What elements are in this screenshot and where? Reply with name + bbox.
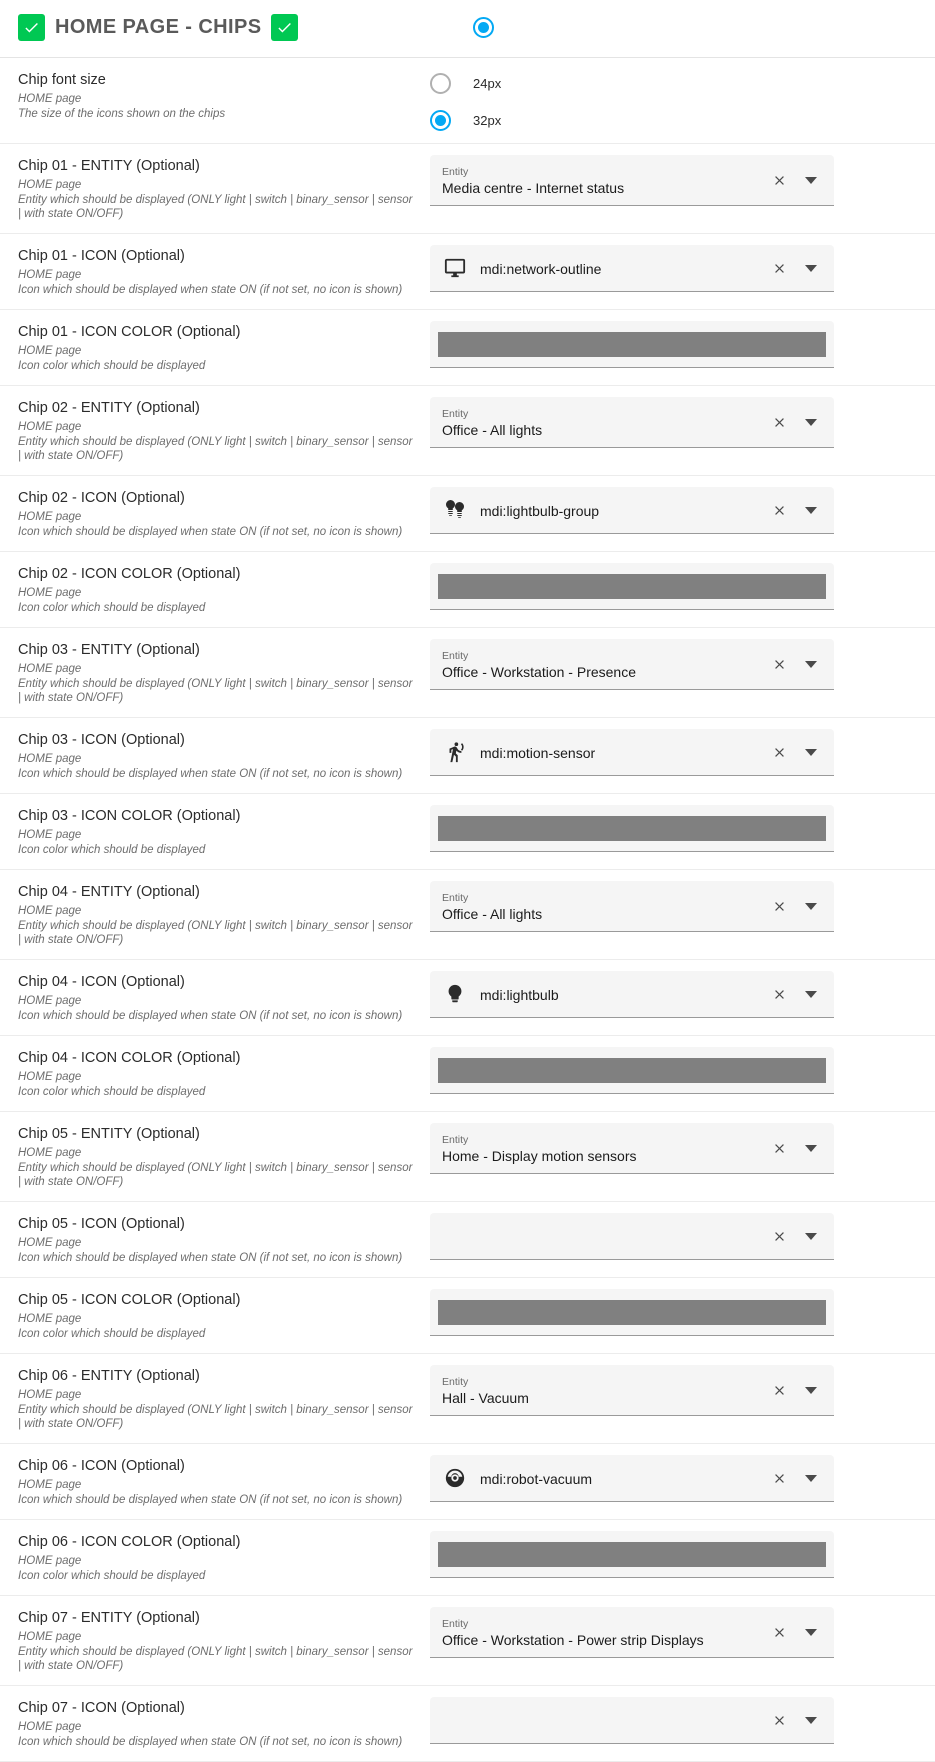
field-actions bbox=[764, 253, 830, 283]
setting-title: Chip 06 - ENTITY (Optional) bbox=[18, 1368, 200, 1384]
clear-icon[interactable] bbox=[764, 1375, 794, 1405]
color-swatch[interactable] bbox=[438, 1542, 826, 1567]
icon-picker-field[interactable] bbox=[430, 729, 834, 776]
setting-title: Chip 07 - ENTITY (Optional) bbox=[18, 1610, 200, 1626]
settings-row bbox=[0, 960, 935, 1036]
setting-title: Chip 04 - ICON COLOR (Optional) bbox=[18, 1050, 241, 1066]
row-control-block bbox=[430, 1047, 935, 1094]
row-label-block bbox=[0, 1213, 430, 1265]
radio-option-32px[interactable] bbox=[430, 110, 921, 131]
chevron-down-icon[interactable] bbox=[796, 495, 826, 525]
field-content[interactable] bbox=[442, 971, 764, 1017]
row-control-block bbox=[430, 1607, 935, 1658]
entity-picker-field[interactable] bbox=[430, 881, 834, 932]
setting-page: HOME page bbox=[18, 1555, 82, 1567]
setting-page: HOME page bbox=[18, 269, 82, 281]
field-content[interactable] bbox=[442, 245, 764, 291]
settings-row bbox=[0, 1202, 935, 1278]
setting-description: Icon which should be displayed when state ON (if not set, no icon is shown) bbox=[18, 768, 403, 780]
setting-page: HOME page bbox=[18, 345, 82, 357]
icon-picker-field[interactable] bbox=[430, 1455, 834, 1502]
settings-row bbox=[0, 718, 935, 794]
setting-page: HOME page bbox=[18, 1071, 82, 1083]
entity-picker-field[interactable] bbox=[430, 1607, 834, 1658]
setting-page: HOME page bbox=[18, 93, 82, 105]
icon-value: mdi:network-outline bbox=[480, 260, 602, 277]
entity-value: Office - All lights bbox=[442, 905, 543, 922]
color-swatch[interactable] bbox=[438, 332, 826, 357]
settings-row bbox=[0, 1686, 935, 1762]
chevron-down-icon[interactable] bbox=[796, 1133, 826, 1163]
row-control-block bbox=[430, 563, 935, 610]
field-content[interactable] bbox=[442, 639, 764, 689]
setting-description: The size of the icons shown on the chips bbox=[18, 108, 226, 120]
color-swatch[interactable] bbox=[438, 1300, 826, 1325]
field-floating-label: Entity bbox=[442, 165, 469, 178]
chevron-down-icon[interactable] bbox=[796, 1375, 826, 1405]
row-control-block bbox=[430, 397, 935, 448]
field-actions bbox=[764, 1617, 830, 1647]
setting-page: HOME page bbox=[18, 829, 82, 841]
field-text bbox=[480, 1213, 764, 1259]
setting-page: HOME page bbox=[18, 905, 82, 917]
settings-row bbox=[0, 1520, 935, 1596]
clear-icon[interactable] bbox=[764, 737, 794, 767]
field-text bbox=[442, 155, 764, 205]
entity-picker-field[interactable] bbox=[430, 155, 834, 206]
chevron-down-icon[interactable] bbox=[796, 165, 826, 195]
setting-description: Icon color which should be displayed bbox=[18, 360, 206, 372]
color-picker-field[interactable] bbox=[430, 321, 834, 368]
chevron-down-icon[interactable] bbox=[796, 979, 826, 1009]
icon-value: mdi:motion-sensor bbox=[480, 744, 596, 761]
settings-row bbox=[0, 1036, 935, 1112]
field-actions bbox=[764, 737, 830, 767]
row-control-block bbox=[430, 1455, 935, 1502]
setting-description: Icon which should be displayed when state ON (if not set, no icon is shown) bbox=[18, 1252, 403, 1264]
row-label-block bbox=[0, 245, 430, 297]
clear-icon[interactable] bbox=[764, 1463, 794, 1493]
setting-title: Chip 02 - ICON (Optional) bbox=[18, 490, 185, 506]
setting-description: Entity which should be displayed (ONLY light | switch | binary_sensor | sensor | with state ON/OFF) bbox=[18, 1646, 413, 1672]
row-chip-font-size bbox=[0, 58, 935, 144]
entity-picker-field[interactable] bbox=[430, 1123, 834, 1174]
page-header bbox=[0, 0, 935, 58]
clear-icon[interactable] bbox=[764, 253, 794, 283]
field-floating-label: Entity bbox=[442, 649, 469, 662]
clear-icon[interactable] bbox=[764, 1221, 794, 1251]
clear-icon[interactable] bbox=[764, 495, 794, 525]
field-text bbox=[442, 639, 764, 689]
row-label-block bbox=[0, 321, 430, 373]
field-text bbox=[480, 1697, 764, 1743]
lightbulb-group-icon bbox=[442, 498, 468, 522]
setting-page: HOME page bbox=[18, 1313, 82, 1325]
row-label-block bbox=[0, 69, 430, 121]
field-text bbox=[480, 1455, 764, 1501]
row-label-block bbox=[0, 563, 430, 615]
monitor-icon bbox=[442, 257, 468, 279]
clear-icon[interactable] bbox=[764, 891, 794, 921]
setting-description: Icon which should be displayed when state ON (if not set, no icon is shown) bbox=[18, 284, 403, 296]
row-label-block bbox=[0, 397, 430, 463]
setting-page: HOME page bbox=[18, 1237, 82, 1249]
setting-description: Icon color which should be displayed bbox=[18, 602, 206, 614]
entity-value: Office - Workstation - Power strip Displays bbox=[442, 1631, 704, 1648]
row-label-block bbox=[0, 1123, 430, 1189]
color-swatch[interactable] bbox=[438, 816, 826, 841]
field-actions bbox=[764, 979, 830, 1009]
row-control-block bbox=[430, 1697, 935, 1744]
row-control-block bbox=[430, 487, 935, 534]
field-actions bbox=[764, 1375, 830, 1405]
row-label-block bbox=[0, 1607, 430, 1673]
setting-description: Icon color which should be displayed bbox=[18, 1570, 206, 1582]
setting-description: Entity which should be displayed (ONLY light | switch | binary_sensor | sensor | with state ON/OFF) bbox=[18, 1162, 413, 1188]
settings-row bbox=[0, 1444, 935, 1520]
entity-value: Media centre - Internet status bbox=[442, 179, 625, 196]
icon-picker-field[interactable] bbox=[430, 245, 834, 292]
setting-title: Chip 06 - ICON (Optional) bbox=[18, 1458, 185, 1474]
lightbulb-icon bbox=[442, 983, 468, 1005]
setting-description: Entity which should be displayed (ONLY light | switch | binary_sensor | sensor | with state ON/OFF) bbox=[18, 436, 413, 462]
field-text bbox=[480, 245, 764, 291]
chevron-down-icon[interactable] bbox=[796, 1705, 826, 1735]
row-control-block bbox=[430, 245, 935, 292]
field-actions bbox=[764, 1463, 830, 1493]
settings-row bbox=[0, 1112, 935, 1202]
color-swatch[interactable] bbox=[438, 574, 826, 599]
clear-icon[interactable] bbox=[764, 1705, 794, 1735]
chevron-down-icon[interactable] bbox=[796, 253, 826, 283]
radio-label-24px: 24px bbox=[473, 76, 502, 91]
header-radio[interactable] bbox=[473, 17, 494, 38]
row-control-block bbox=[430, 971, 935, 1018]
setting-title: Chip 06 - ICON COLOR (Optional) bbox=[18, 1534, 241, 1550]
color-swatch[interactable] bbox=[438, 1058, 826, 1083]
entity-value: Office - Workstation - Presence bbox=[442, 663, 636, 680]
row-control-block bbox=[430, 1123, 935, 1174]
setting-description: Icon color which should be displayed bbox=[18, 844, 206, 856]
robot-vacuum-icon bbox=[442, 1467, 468, 1489]
field-actions bbox=[764, 891, 830, 921]
row-label-block bbox=[0, 805, 430, 857]
field-content[interactable] bbox=[442, 1697, 764, 1743]
setting-title: Chip 04 - ICON (Optional) bbox=[18, 974, 185, 990]
setting-title: Chip 05 - ENTITY (Optional) bbox=[18, 1126, 200, 1142]
color-picker-field[interactable] bbox=[430, 805, 834, 852]
radio-24px[interactable] bbox=[430, 73, 451, 94]
clear-icon[interactable] bbox=[764, 1617, 794, 1647]
settings-row bbox=[0, 1596, 935, 1686]
settings-row bbox=[0, 310, 935, 386]
setting-title: Chip 04 - ENTITY (Optional) bbox=[18, 884, 200, 900]
settings-row bbox=[0, 476, 935, 552]
row-control-block bbox=[430, 1289, 935, 1336]
color-picker-field[interactable] bbox=[430, 1289, 834, 1336]
field-floating-label: Entity bbox=[442, 407, 469, 420]
color-picker-field[interactable] bbox=[430, 563, 834, 610]
setting-page: HOME page bbox=[18, 1389, 82, 1401]
entity-picker-field[interactable] bbox=[430, 639, 834, 690]
settings-row bbox=[0, 1278, 935, 1354]
field-content[interactable] bbox=[442, 881, 764, 931]
row-control-block bbox=[430, 805, 935, 852]
field-content[interactable] bbox=[442, 1213, 764, 1259]
radio-option-24px[interactable] bbox=[430, 73, 921, 94]
setting-page: HOME page bbox=[18, 421, 82, 433]
field-content[interactable] bbox=[442, 397, 764, 447]
settings-row bbox=[0, 1354, 935, 1444]
color-picker-field[interactable] bbox=[430, 1531, 834, 1578]
radio-label-32px: 32px bbox=[473, 113, 502, 128]
row-control-block bbox=[430, 1365, 935, 1416]
setting-page: HOME page bbox=[18, 1631, 82, 1643]
field-floating-label: Entity bbox=[442, 1617, 469, 1630]
icon-value: mdi:robot-vacuum bbox=[480, 1470, 593, 1487]
chevron-down-icon[interactable] bbox=[796, 1463, 826, 1493]
setting-page: HOME page bbox=[18, 753, 82, 765]
row-control-block bbox=[430, 729, 935, 776]
settings-row bbox=[0, 386, 935, 476]
clear-icon[interactable] bbox=[764, 1133, 794, 1163]
field-content[interactable] bbox=[442, 729, 764, 775]
field-floating-label: Entity bbox=[442, 1133, 469, 1146]
field-content[interactable] bbox=[442, 1455, 764, 1501]
setting-title: Chip 03 - ICON COLOR (Optional) bbox=[18, 808, 241, 824]
setting-title: Chip 03 - ICON (Optional) bbox=[18, 732, 185, 748]
chevron-down-icon[interactable] bbox=[796, 891, 826, 921]
setting-page: HOME page bbox=[18, 663, 82, 675]
radio-32px[interactable] bbox=[430, 110, 451, 131]
icon-picker-field[interactable] bbox=[430, 487, 834, 534]
field-text bbox=[480, 971, 764, 1017]
row-label-block bbox=[0, 1697, 430, 1749]
settings-row bbox=[0, 628, 935, 718]
setting-title: Chip 02 - ENTITY (Optional) bbox=[18, 400, 200, 416]
row-label-block bbox=[0, 729, 430, 781]
clear-icon[interactable] bbox=[764, 407, 794, 437]
setting-description: Icon color which should be displayed bbox=[18, 1328, 206, 1340]
field-content[interactable] bbox=[442, 1123, 764, 1173]
icon-picker-field[interactable] bbox=[430, 971, 834, 1018]
row-label-block bbox=[0, 155, 430, 221]
motion-sensor-icon bbox=[442, 741, 468, 763]
setting-title: Chip 02 - ICON COLOR (Optional) bbox=[18, 566, 241, 582]
row-label-block bbox=[0, 639, 430, 705]
setting-page: HOME page bbox=[18, 995, 82, 1007]
row-control-block bbox=[430, 155, 935, 206]
setting-page: HOME page bbox=[18, 587, 82, 599]
setting-title: Chip 05 - ICON COLOR (Optional) bbox=[18, 1292, 241, 1308]
setting-page: HOME page bbox=[18, 179, 82, 191]
setting-title: Chip 03 - ENTITY (Optional) bbox=[18, 642, 200, 658]
settings-row bbox=[0, 552, 935, 628]
row-label-block bbox=[0, 971, 430, 1023]
field-floating-label: Entity bbox=[442, 891, 469, 904]
chevron-down-icon[interactable] bbox=[796, 407, 826, 437]
color-picker-field[interactable] bbox=[430, 1047, 834, 1094]
chevron-down-icon[interactable] bbox=[796, 1617, 826, 1647]
field-text bbox=[442, 881, 764, 931]
clear-icon[interactable] bbox=[764, 649, 794, 679]
row-label-block bbox=[0, 1531, 430, 1583]
setting-description: Icon which should be displayed when state ON (if not set, no icon is shown) bbox=[18, 526, 403, 538]
field-content[interactable] bbox=[442, 1607, 764, 1657]
row-control-block bbox=[430, 321, 935, 368]
header-checkbox-left[interactable] bbox=[18, 14, 45, 41]
entity-value: Office - All lights bbox=[442, 421, 543, 438]
row-label-block bbox=[0, 1289, 430, 1341]
field-actions bbox=[764, 407, 830, 437]
field-actions bbox=[764, 495, 830, 525]
field-text bbox=[442, 1365, 764, 1415]
row-label-block bbox=[0, 1455, 430, 1507]
field-content[interactable] bbox=[442, 155, 764, 205]
chevron-down-icon[interactable] bbox=[796, 649, 826, 679]
row-control-block bbox=[430, 639, 935, 690]
chevron-down-icon[interactable] bbox=[796, 737, 826, 767]
setting-page: HOME page bbox=[18, 1721, 82, 1733]
field-actions bbox=[764, 1133, 830, 1163]
chevron-down-icon[interactable] bbox=[796, 1221, 826, 1251]
field-floating-label: Entity bbox=[442, 1375, 469, 1388]
field-content[interactable] bbox=[442, 1365, 764, 1415]
field-actions bbox=[764, 165, 830, 195]
clear-icon[interactable] bbox=[764, 979, 794, 1009]
field-text bbox=[442, 1607, 764, 1657]
row-label-block bbox=[0, 881, 430, 947]
field-actions bbox=[764, 649, 830, 679]
font-size-options bbox=[430, 69, 935, 131]
setting-title: Chip 07 - ICON (Optional) bbox=[18, 1700, 185, 1716]
setting-description: Icon which should be displayed when state ON (if not set, no icon is shown) bbox=[18, 1494, 403, 1506]
icon-value: mdi:lightbulb bbox=[480, 986, 559, 1003]
entity-value: Hall - Vacuum bbox=[442, 1389, 529, 1406]
setting-description: Entity which should be displayed (ONLY light | switch | binary_sensor | sensor | with state ON/OFF) bbox=[18, 678, 413, 704]
setting-page: HOME page bbox=[18, 1147, 82, 1159]
field-actions bbox=[764, 1705, 830, 1735]
setting-description: Entity which should be displayed (ONLY light | switch | binary_sensor | sensor | with state ON/OFF) bbox=[18, 920, 413, 946]
setting-page: HOME page bbox=[18, 511, 82, 523]
settings-row bbox=[0, 234, 935, 310]
entity-picker-field[interactable] bbox=[430, 1365, 834, 1416]
settings-row bbox=[0, 794, 935, 870]
setting-title: Chip 01 - ENTITY (Optional) bbox=[18, 158, 200, 174]
setting-description: Icon which should be displayed when state ON (if not set, no icon is shown) bbox=[18, 1010, 403, 1022]
header-checkbox-right[interactable] bbox=[271, 14, 298, 41]
settings-row bbox=[0, 870, 935, 960]
field-text bbox=[442, 1123, 764, 1173]
setting-title: Chip font size bbox=[18, 72, 106, 88]
row-label-block bbox=[0, 1365, 430, 1431]
clear-icon[interactable] bbox=[764, 165, 794, 195]
settings-rows bbox=[0, 144, 935, 1762]
row-control-block bbox=[430, 881, 935, 932]
setting-description: Icon which should be displayed when state ON (if not set, no icon is shown) bbox=[18, 1736, 403, 1748]
field-content[interactable] bbox=[442, 487, 764, 533]
entity-value: Home - Display motion sensors bbox=[442, 1147, 637, 1164]
setting-description: Icon color which should be displayed bbox=[18, 1086, 206, 1098]
settings-row bbox=[0, 144, 935, 234]
setting-title: Chip 01 - ICON (Optional) bbox=[18, 248, 185, 264]
setting-title: Chip 05 - ICON (Optional) bbox=[18, 1216, 185, 1232]
icon-picker-field[interactable] bbox=[430, 1213, 834, 1260]
row-label-block bbox=[0, 1047, 430, 1099]
setting-title: Chip 01 - ICON COLOR (Optional) bbox=[18, 324, 241, 340]
setting-page: HOME page bbox=[18, 1479, 82, 1491]
field-text bbox=[480, 487, 764, 533]
row-control-block bbox=[430, 1213, 935, 1260]
field-actions bbox=[764, 1221, 830, 1251]
entity-picker-field[interactable] bbox=[430, 397, 834, 448]
setting-description: Entity which should be displayed (ONLY light | switch | binary_sensor | sensor | with state ON/OFF) bbox=[18, 194, 413, 220]
field-text bbox=[442, 397, 764, 447]
row-label-block bbox=[0, 487, 430, 539]
setting-description: Entity which should be displayed (ONLY light | switch | binary_sensor | sensor | with state ON/OFF) bbox=[18, 1404, 413, 1430]
icon-value: mdi:lightbulb-group bbox=[480, 502, 600, 519]
icon-picker-field[interactable] bbox=[430, 1697, 834, 1744]
page-title: HOME PAGE - CHIPS bbox=[55, 16, 262, 38]
header-radio-wrapper bbox=[473, 17, 494, 38]
row-control-block bbox=[430, 1531, 935, 1578]
field-text bbox=[480, 729, 764, 775]
